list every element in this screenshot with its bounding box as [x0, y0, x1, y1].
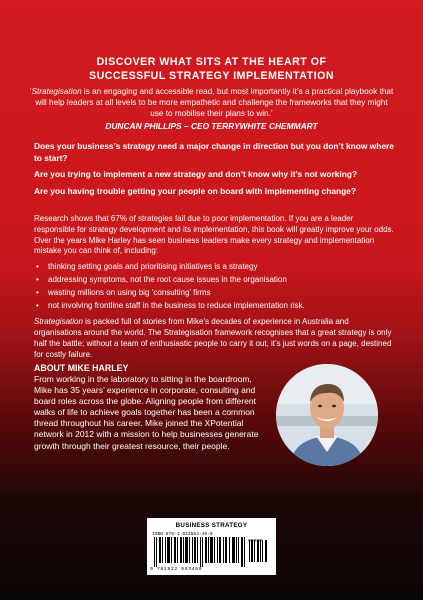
shelving-category: BUSINESS STRATEGY: [175, 522, 248, 529]
testimonial-book-title: Strategisation: [31, 87, 82, 96]
headline: [40, 55, 383, 83]
barcode-panel: [147, 518, 276, 575]
description-paragraph-2: [34, 317, 396, 360]
testimonial-attribution: DUNCAN PHILLIPS – CEO TERRYWHITE CHEMMART: [105, 121, 318, 131]
headline-line-1: DISCOVER WHAT SITS AT THE HEART OF: [96, 56, 327, 68]
list-item: • wasting millions on using big ‘consulting’ firms: [34, 288, 396, 299]
question-3: Are you having trouble getting your people on board with implementing change?: [34, 185, 356, 196]
author-portrait-illustration: [276, 364, 378, 466]
testimonial-text: is an engaging and accessible read, but most importantly it’s a practical playbook that will help leaders at all levels to be more empathetic and challenge the frameworks that they might use to mobilise their plans to win.: [35, 87, 394, 118]
list-item: • addressing symptoms, not the root cause issues in the organisation: [34, 275, 396, 286]
author-photo: [276, 364, 378, 466]
about-author-text: From working in the laboratory to sitting in the boardroom, Mike has 35 years’ experience in corporate, consulting and board roles across the globe. Aligning people from different walks of life to achieve goals together has been a common thread throughout his career. Mike joined the XPotential network in 2012 with a mission to help businesses generate growth through their greatest resource, their people.: [34, 374, 259, 451]
questions-block: [34, 141, 396, 202]
list-item: • thinking setting goals and prioritising initiatives is a strategy: [34, 262, 396, 273]
testimonial-quote: [28, 86, 395, 119]
headline-line-2: SUCCESSFUL STRATEGY IMPLEMENTATION: [89, 70, 334, 82]
open-quote: ‘: [29, 87, 32, 96]
isbn-text: ISBN 978-1-922553-46-9: [152, 532, 213, 537]
description-paragraph-1: Research shows that 67% of strategies fail due to poor implementation. If you are a leader responsible for strategy development and its implementation, this book will greatly improve your odds. Over the years Mike Harley has seen business leaders make every strategy and implementation mistake you can think of, including:: [34, 214, 394, 256]
barcode-number: 9 781922 553469: [150, 567, 203, 572]
question-1: Does your business’s strategy need a major change in direction but you don’t know where to start?: [34, 141, 394, 163]
mistakes-list: [34, 262, 396, 311]
about-author-heading: ABOUT MIKE HARLEY: [34, 363, 129, 373]
list-item: • not involving frontline staff in the business to reduce implementation risk.: [34, 301, 396, 312]
description: [34, 214, 396, 361]
question-2: Are you trying to implement a new strategy and don’t know why it’s not working?: [34, 169, 358, 180]
book-title-inline: Strategisation: [34, 317, 83, 327]
close-quote: ’: [270, 109, 273, 118]
description-paragraph-2-text: is packed full of stories from Mike’s decades of experience in Australia and organisations around the world. The Strategisation framework recognises that a great strategy is only half the battle; without a team of enthusiastic people to carry it out, it’s just words on a page, destined for costly failure.: [34, 317, 392, 359]
barcode-icon: [152, 537, 270, 567]
